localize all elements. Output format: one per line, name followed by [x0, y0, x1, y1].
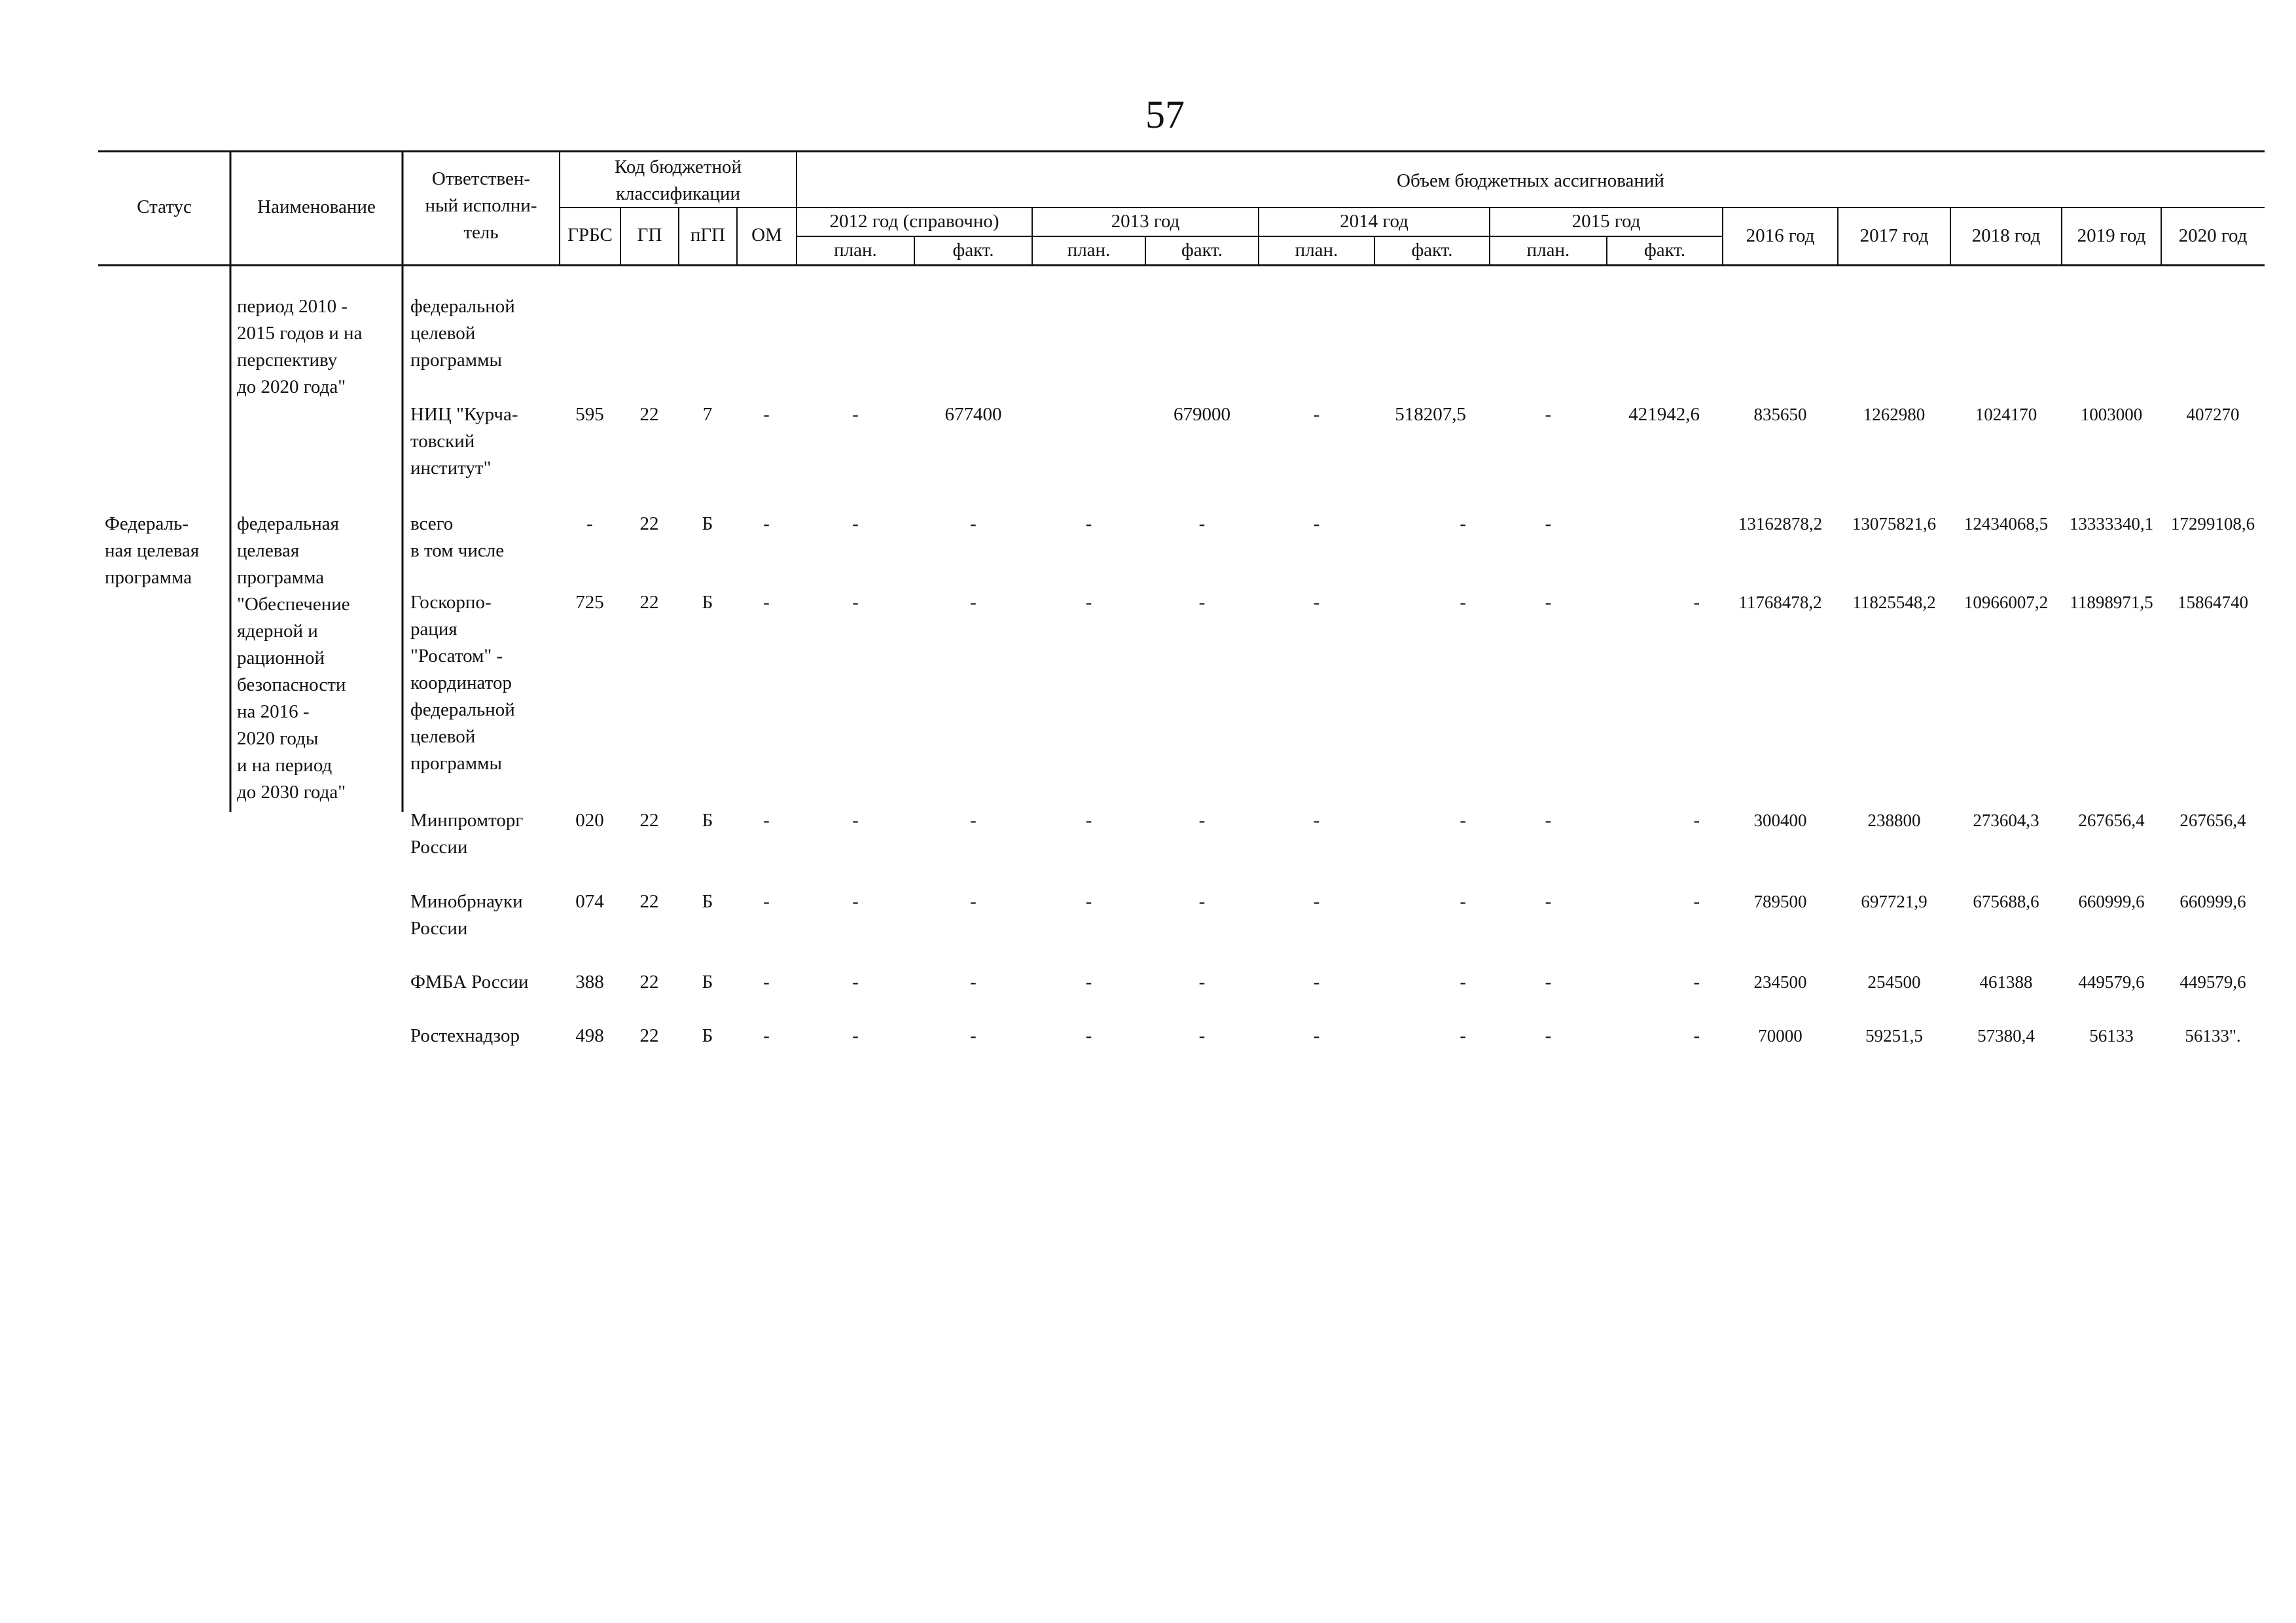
row-code-cell: Б	[702, 972, 713, 993]
row-value-cell: -	[1460, 810, 1466, 831]
row-value-cell: -	[852, 404, 859, 425]
row-value-cell: 1003000	[2080, 405, 2143, 424]
row-code-cell: 22	[639, 891, 659, 912]
header-executor: Ответствен- ный исполни- тель	[425, 168, 537, 243]
row-executor: Минпромторг России	[410, 810, 524, 858]
row-value-cell: 679000	[1174, 404, 1230, 425]
row-code-cell: 388	[575, 972, 604, 993]
row-value-cell: -	[1313, 513, 1320, 534]
row-value-cell: -	[1460, 592, 1466, 613]
row-value-cell: 56133".	[2185, 1026, 2241, 1046]
header-status: Статус	[137, 196, 192, 217]
row-value-cell: 11898971,5	[2070, 593, 2153, 612]
row-code-cell: 725	[575, 592, 604, 613]
row-code-cell: -	[763, 513, 770, 534]
row-value-cell: -	[1313, 404, 1320, 425]
header-fact-2013: факт.	[1181, 240, 1223, 261]
row-value-cell: 238800	[1867, 811, 1921, 830]
row-value-cell: 12434068,5	[1964, 514, 2049, 534]
row-value-cell: -	[1693, 592, 1700, 613]
row-code-cell: 22	[639, 592, 659, 613]
row-value-cell: -	[852, 891, 859, 912]
row-value-cell: -	[970, 972, 977, 993]
row-value-cell: 59251,5	[1865, 1026, 1923, 1046]
row-value-cell: -	[970, 592, 977, 613]
header-code-gp: ГП	[637, 225, 662, 246]
row-value-cell: 660999,6	[2078, 892, 2145, 911]
row-value-cell: 697721,9	[1861, 892, 1928, 911]
row-value-cell: 15864740	[2178, 593, 2248, 612]
row-value-cell: 56133	[2089, 1026, 2134, 1046]
row-executor: НИЦ "Курча- товский институт"	[410, 404, 518, 479]
row-value-cell: -	[852, 592, 859, 613]
header-year-2019: 2019 год	[2077, 225, 2146, 246]
row-value-cell: 234500	[1753, 972, 1807, 992]
page-number: 57	[1145, 93, 1185, 136]
row-value-cell: -	[852, 972, 859, 993]
header-code-group: Код бюджетной классификации	[614, 156, 742, 204]
row-value-cell: -	[1313, 810, 1320, 831]
row-code-cell: 595	[575, 404, 604, 425]
row-value-cell: 461388	[1979, 972, 2033, 992]
row-value-cell: -	[1545, 891, 1552, 912]
header-plan-2012: план.	[834, 240, 877, 261]
row-value-cell: -	[1460, 513, 1466, 534]
row-value-cell: 1024170	[1975, 405, 2037, 424]
row-code-cell: 22	[639, 972, 659, 993]
row-code-cell: -	[763, 972, 770, 993]
row-code-cell: -	[763, 891, 770, 912]
row-value-cell: 70000	[1758, 1026, 1803, 1046]
row-value-cell: -	[1460, 972, 1466, 993]
row-value-cell: -	[1085, 972, 1092, 993]
block1-name: период 2010 - 2015 годов и на перспективу до 2020 года"	[237, 296, 363, 397]
row-value-cell: 789500	[1753, 892, 1807, 911]
row-executor: Ростехнадзор	[410, 1025, 520, 1046]
row-value-cell: 835650	[1753, 405, 1807, 424]
row-value-cell: 11825548,2	[1852, 593, 1936, 612]
row-code-cell: 22	[639, 810, 659, 831]
header-code-grbs: ГРБС	[567, 225, 613, 246]
block2-status: Федераль- ная целевая программа	[105, 513, 200, 588]
block2-name: федеральная целевая программа "Обеспечение ядерной и рационной безопасности на 2016 - 2020 годы и на период до 2030 года"	[237, 513, 350, 803]
row-value-cell: -	[1085, 513, 1092, 534]
row-value-cell: -	[1693, 810, 1700, 831]
row-value-cell: -	[1198, 891, 1206, 912]
row-value-cell: -	[1198, 972, 1206, 993]
row-value-cell: -	[1545, 513, 1552, 534]
row-code-cell: -	[763, 810, 770, 831]
header-volume-group: Объем бюджетных ассигнований	[1397, 170, 1664, 191]
row-value-cell: -	[1460, 891, 1466, 912]
row-executor: всего в том числе	[410, 513, 505, 561]
row-value-cell: 675688,6	[1973, 892, 2039, 911]
row-code-cell: -	[763, 592, 770, 613]
row-value-cell: -	[1313, 891, 1320, 912]
row-value-cell: -	[1545, 1025, 1552, 1046]
header-year-2013: 2013 год	[1111, 211, 1180, 232]
row-value-cell: 449579,6	[2078, 972, 2145, 992]
row-value-cell: 13333340,1	[2069, 514, 2154, 534]
header-year-2018: 2018 год	[1971, 225, 2041, 246]
row-value-cell: 267656,4	[2179, 811, 2246, 830]
row-value-cell: -	[970, 513, 977, 534]
header-fact-2015: факт.	[1643, 240, 1686, 261]
header-plan-2014: план.	[1295, 240, 1338, 261]
row-value-cell: -	[1085, 891, 1092, 912]
row-value-cell: 11768478,2	[1738, 593, 1822, 612]
row-value-cell: -	[970, 1025, 977, 1046]
row-value-cell: -	[1545, 592, 1552, 613]
header-year-2014: 2014 год	[1340, 211, 1408, 232]
row-value-cell: -	[1693, 1025, 1700, 1046]
row-code-cell: -	[763, 404, 770, 425]
row-value-cell: -	[1313, 1025, 1320, 1046]
row-value-cell: 677400	[944, 404, 1002, 425]
header-year-2016: 2016 год	[1746, 225, 1815, 246]
row-code-cell: Б	[702, 810, 713, 831]
row-value-cell: -	[1198, 592, 1206, 613]
header-year-2012: 2012 год (справочно)	[829, 211, 999, 232]
row-value-cell: -	[1313, 592, 1320, 613]
row-value-cell: -	[1545, 972, 1552, 993]
header-year-2015: 2015 год	[1571, 211, 1641, 232]
row-value-cell: 17299108,6	[2170, 514, 2255, 534]
row-executor: ФМБА России	[410, 972, 529, 993]
row-value-cell: -	[1198, 513, 1206, 534]
row-code-cell: 22	[639, 404, 659, 425]
row-value-cell: 449579,6	[2179, 972, 2246, 992]
row-code-cell: 498	[575, 1025, 604, 1046]
header-year-2017: 2017 год	[1859, 225, 1929, 246]
row-value-cell: -	[1545, 810, 1552, 831]
block1-executor-cont: федеральной целевой программы	[410, 296, 515, 371]
row-code-cell: Б	[702, 891, 713, 912]
row-value-cell: -	[970, 810, 977, 831]
row-executor: Минобрнауки России	[410, 891, 523, 939]
row-value-cell: -	[970, 891, 977, 912]
row-value-cell: -	[1198, 810, 1206, 831]
row-value-cell: -	[1085, 592, 1092, 613]
header-name: Наименование	[257, 196, 376, 217]
row-value-cell: 518207,5	[1395, 404, 1466, 425]
row-value-cell: -	[852, 513, 859, 534]
row-value-cell: -	[1693, 891, 1700, 912]
header-year-2020: 2020 год	[2178, 225, 2248, 246]
row-code-cell: 22	[639, 1025, 659, 1046]
row-value-cell: -	[852, 1025, 859, 1046]
header-plan-2015: план.	[1526, 240, 1570, 261]
row-value-cell: -	[1085, 810, 1092, 831]
header-fact-2012: факт.	[952, 240, 994, 261]
row-value-cell: -	[1313, 972, 1320, 993]
row-value-cell: -	[1198, 1025, 1206, 1046]
row-value-cell: 10966007,2	[1964, 593, 2049, 612]
row-value-cell: 13075821,6	[1852, 514, 1937, 534]
row-value-cell: -	[1460, 1025, 1466, 1046]
row-code-cell: -	[763, 1025, 770, 1046]
row-value-cell: 300400	[1753, 811, 1807, 830]
row-code-cell: 074	[575, 891, 604, 912]
header-plan-2013: план.	[1067, 240, 1111, 261]
row-value-cell: 421942,6	[1628, 404, 1700, 425]
row-code-cell: Б	[702, 592, 713, 613]
header-fact-2014: факт.	[1411, 240, 1453, 261]
row-value-cell: -	[1693, 972, 1700, 993]
header-code-om: ОМ	[751, 225, 782, 246]
row-value-cell: 57380,4	[1977, 1026, 2035, 1046]
header-code-pgp: пГП	[690, 225, 726, 246]
row-value-cell: -	[1085, 1025, 1092, 1046]
row-value-cell: -	[1545, 404, 1552, 425]
row-value-cell: 1262980	[1863, 405, 1926, 424]
row-executor: Госкорпо- рация "Росатом" - координатор федеральной целевой программы	[410, 592, 515, 774]
row-value-cell: 273604,3	[1973, 811, 2039, 830]
row-code-cell: 7	[702, 404, 713, 425]
row-code-cell: Б	[702, 1025, 713, 1046]
row-value-cell: 660999,6	[2179, 892, 2246, 911]
row-value-cell: 254500	[1867, 972, 1921, 992]
row-code-cell: 22	[639, 513, 659, 534]
row-value-cell: 13162878,2	[1738, 514, 1823, 534]
row-code-cell: 020	[575, 810, 604, 831]
row-value-cell: 267656,4	[2078, 811, 2145, 830]
row-code-cell: -	[586, 513, 593, 534]
row-code-cell: Б	[702, 513, 713, 534]
row-value-cell: -	[852, 810, 859, 831]
row-value-cell: 407270	[2186, 405, 2240, 424]
